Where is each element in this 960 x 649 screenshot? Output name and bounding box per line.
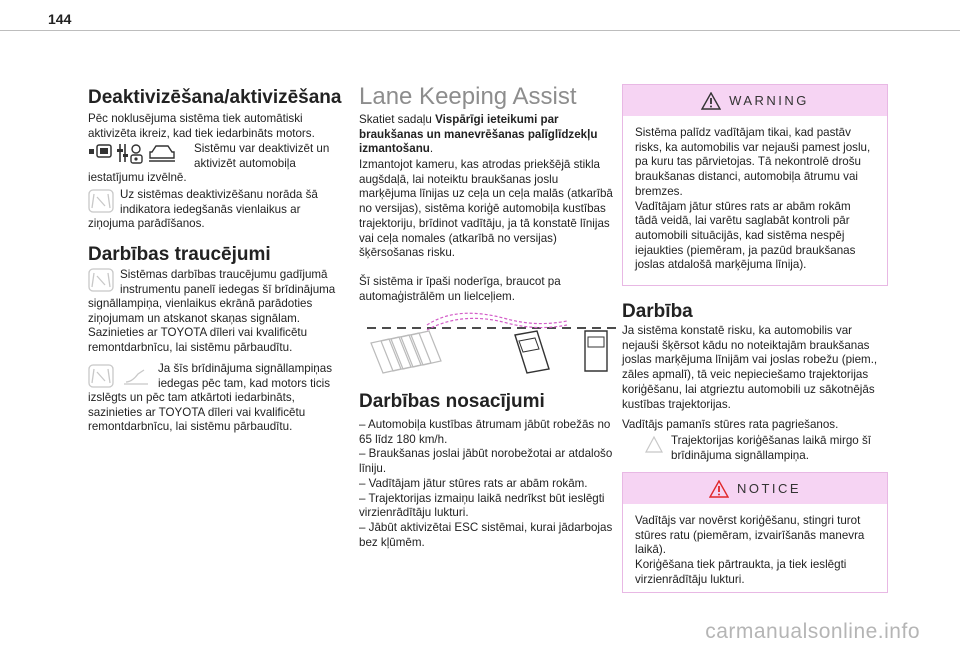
intro-paragraph — [359, 113, 615, 157]
heading-deactivation: Deaktivizēšana/aktivizēšana — [88, 87, 342, 108]
fault-indicator-icon — [88, 268, 114, 297]
warning-header — [623, 85, 887, 116]
title-lane-keeping: Lane Keeping Assist — [359, 83, 577, 110]
intro-link-bold: Vispārīgi ieteikumi par braukšanas un manevrēšanas palīglīdzekļu izmantošanu — [359, 113, 598, 156]
lka-paragraph-2: Šī sistēma ir īpaši noderīga, braucot pa automaģistrālēm un lielceļiem. — [359, 275, 561, 303]
notice-text-2: Koriģēšana tiek pārtraukta, ja tiek ieslēgti virzienrādītāju lukturi. — [635, 558, 847, 586]
operation-paragraph-1: Ja sistēma konstatē risku, ka automobilis var nejauši šķērsot kādu no noteiktajām braukšanas joslas marķējuma līnijām vai joslas robežu (piem., zāles apmalī), tā veic nepieciešamo trajektorijas koriģēšanu, lai atgrieztu automobili uz sākotnējās kustības trajektorijas. — [622, 324, 878, 411]
deact-paragraph-2b: iestatījumu izvēlnē. — [88, 171, 187, 184]
notice-text-1: Vadītājs var novērst koriģēšanu, stingri turot stūres ratu (piemēram, izvairīšanās manevra laikā). — [635, 514, 865, 557]
lane-indicator-icon — [88, 189, 114, 218]
deact-paragraph-3b: ziņojuma parādīšanos. — [88, 217, 205, 230]
condition-item: – Trajektorijas izmaiņu laikā nedrīkst būt ieslēgti virzienrādītāju lukturi. — [359, 491, 605, 520]
fault-paragraph-2: Ja šīs brīdinājuma signāllampiņas iedegas pēc tam, kad motors ticis — [158, 362, 332, 390]
page-number: 144 — [48, 11, 72, 27]
notice-header — [623, 473, 887, 504]
condition-item: – Vadītājam jātur stūres rats ar abām rokām. — [359, 476, 588, 490]
warning-text-1: Sistēma palīdz vadītājam tikai, kad pastāv risks, ka automobilis var nejauši pamest joslu, pa kuru tas pārvietojas. Tā nekontrolē drošu braukšanas distanci, automobiļa ātrumu vai bremzes. — [635, 126, 871, 198]
header-rule — [0, 30, 960, 31]
lka-paragraph-1: Izmantojot kameru, kas atrodas priekšējā stikla augšdaļā, lai noteiktu braukšanas joslu marķējuma līnijas uz ceļa un ceļa malās (atkarībā no versijas), sistēma koriģē automobiļa kustības trajektoriju, brīdinot vadītāju, ja tā konstatē līnijas vai ceļa nomales (atkarībā no versijas) šķērsošanas risku. — [359, 158, 613, 260]
settings-icons — [88, 143, 190, 163]
fault-paragraph-1b: signāllampiņa, vienlaikus ekrānā parādoties ziņojumam un atskanot skaņas signālam. Sazinieties ar TOYOTA dīleri vai kvalificētu remontdarbnīcu, lai sistēmu pārbaudītu. — [88, 297, 313, 355]
conditions-list — [359, 418, 615, 550]
fault-paragraph-2b: izslēgts un pēc tam atkārtoti iedarbināts, sazinieties ar TOYOTA dīleri vai kvalificētu remontdarbnīcu, lai sistēmu pārbaudītu. — [88, 391, 306, 434]
fault-paragraph-1: Sistēmas darbības traucējumu gadījumā instrumentu panelī iedegas šī brīdinājuma — [120, 268, 336, 296]
warning-box — [622, 84, 888, 286]
condition-item: – Braukšanas joslai jābūt norobežotai ar atdalošo līniju. — [359, 447, 613, 476]
warning-label: WARNING — [729, 93, 809, 108]
warning-triangle-icon — [701, 92, 721, 110]
menu-buttons-icon — [88, 143, 190, 165]
warning-body — [623, 116, 887, 281]
notice-label: NOTICE — [736, 481, 802, 496]
correction-icon — [644, 435, 664, 460]
heading-faults: Darbības traucējumi — [88, 244, 271, 265]
condition-item: – Jābūt aktivizētai ESC sistēmai, kurai jādarbojas bez kļūmēm. — [359, 520, 613, 549]
heading-operation: Darbība — [622, 301, 693, 322]
intro-text-a: Skatiet sadaļu — [359, 113, 436, 126]
watermark: carmanualsonline.info — [705, 620, 920, 643]
deact-paragraph-2: Sistēmu var deaktivizēt un aktivizēt automobiļa — [194, 142, 330, 170]
notice-box — [622, 472, 888, 593]
fault-icons-pair — [88, 364, 152, 393]
intro-text-c: . — [429, 142, 434, 156]
deact-paragraph-1: Pēc noklusējuma sistēma tiek automātiski aktivizēta ikreiz, kad tiek iedarbināts motors. — [88, 112, 315, 140]
condition-item: – Automobiļa kustības ātrumam jābūt robežās no 65 līdz 180 km/h. — [359, 418, 611, 446]
deact-paragraph-3: Uz sistēmas deaktivizēšanu norāda šā indikatora iedegšanās vienlaikus ar — [120, 188, 318, 216]
notice-body — [623, 504, 887, 596]
notice-triangle-icon — [709, 480, 729, 498]
operation-paragraph-3: Trajektorijas koriģēšanas laikā mirgo šī brīdinājuma signāllampiņa. — [671, 434, 871, 462]
lane-keeping-illustration — [367, 309, 617, 379]
operation-paragraph-2: Vadītājs pamanīs stūres rata pagriešanos. — [622, 418, 839, 431]
warning-text-2: Vadītājam jātur stūres rats ar abām rokām tādā veidā, lai varētu saglabāt kontroli pār automobili situācijās, kad sistēma nespēj iejaukties (piemēram, ja pazūd braukšanas joslas atdalošā marķējuma līnija). — [635, 199, 856, 272]
heading-conditions: Darbības nosacījumi — [359, 391, 545, 412]
